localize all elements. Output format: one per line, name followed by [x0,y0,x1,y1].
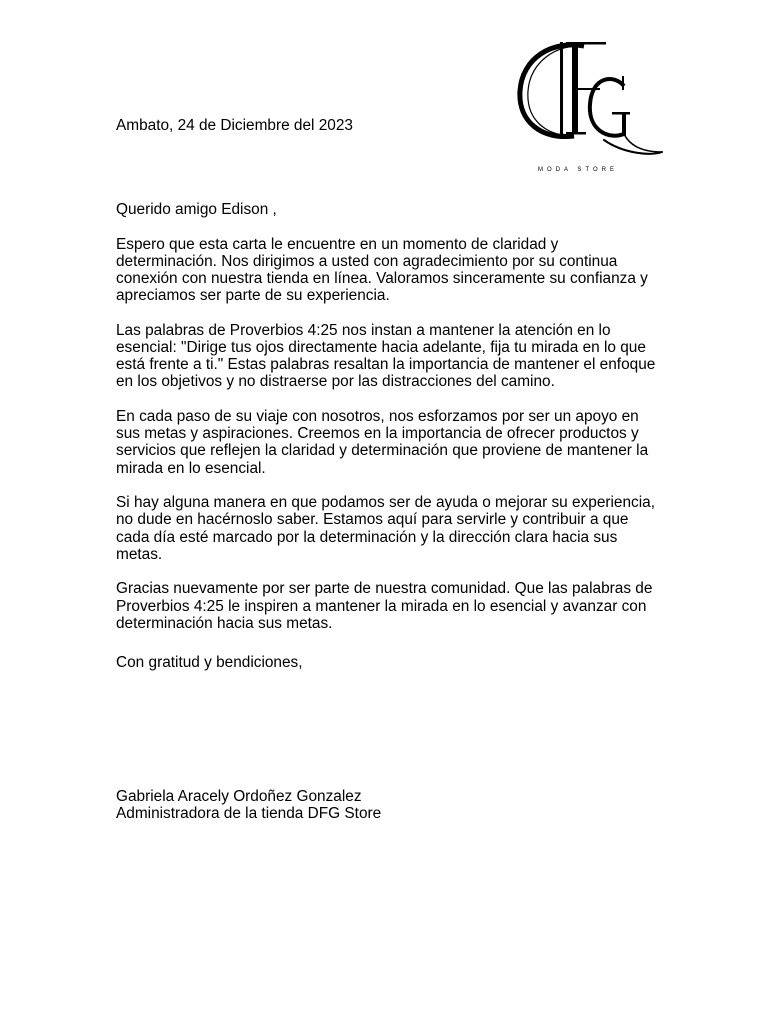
letter-paragraph: Gracias nuevamente por ser parte de nuestra comunidad. Que las palabras de Proverbios 4:25 le inspiren a mantener la mirada en lo esencial y avanzar con determinación hacia sus metas. [116,580,653,632]
letter-signature [116,788,381,823]
letter-closing: Con gratitud y bendiciones, [116,654,303,671]
letter-date: Ambato, 24 de Diciembre del 2023 [116,117,353,134]
signer-title: Administradora de la tienda DFG Store [116,805,382,823]
letter-body [116,201,656,649]
dfg-monogram-icon [512,36,672,161]
letter-paragraph: En cada paso de su viaje con nosotros, nos esforzamos por ser un apoyo en sus metas y aspiraciones. Creemos en la importancia de ofrecer productos y servicios que reflejen la claridad y determinación que proviene de mantener la mirada en lo esencial. [116,408,649,477]
logo-subtitle: MODA STORE [538,167,618,173]
letter-greeting: Querido amigo Edison , [116,201,277,218]
dfg-logo [512,36,672,176]
signer-name: Gabriela Aracely Ordoñez Gonzalez [116,788,362,805]
letter-paragraph: Las palabras de Proverbios 4:25 nos instan a mantener la atención en lo esencial: "Dirige tus ojos directamente hacia adelante, fija tu mirada en lo que está frente a ti." Estas palabras resaltan la importancia de mantener el enfoque en los objetivos y no distraerse por las distracciones del camino. [116,321,656,391]
letter-paragraph: Si hay alguna manera en que podamos ser de ayuda o mejorar su experiencia, no dude en hacérnoslo saber. Estamos aquí para servirle y contribuir a que cada día esté marcado por la determinación y la dirección clara hacia sus metas. [116,494,656,563]
letter-paragraph: Espero que esta carta le encuentre en un momento de claridad y determinación. Nos dirigimos a usted con agradecimiento por su continua conexión con nuestra tienda en línea. Valoramos sinceramente su confianza y apreciamos ser parte de su experiencia. [116,235,648,305]
